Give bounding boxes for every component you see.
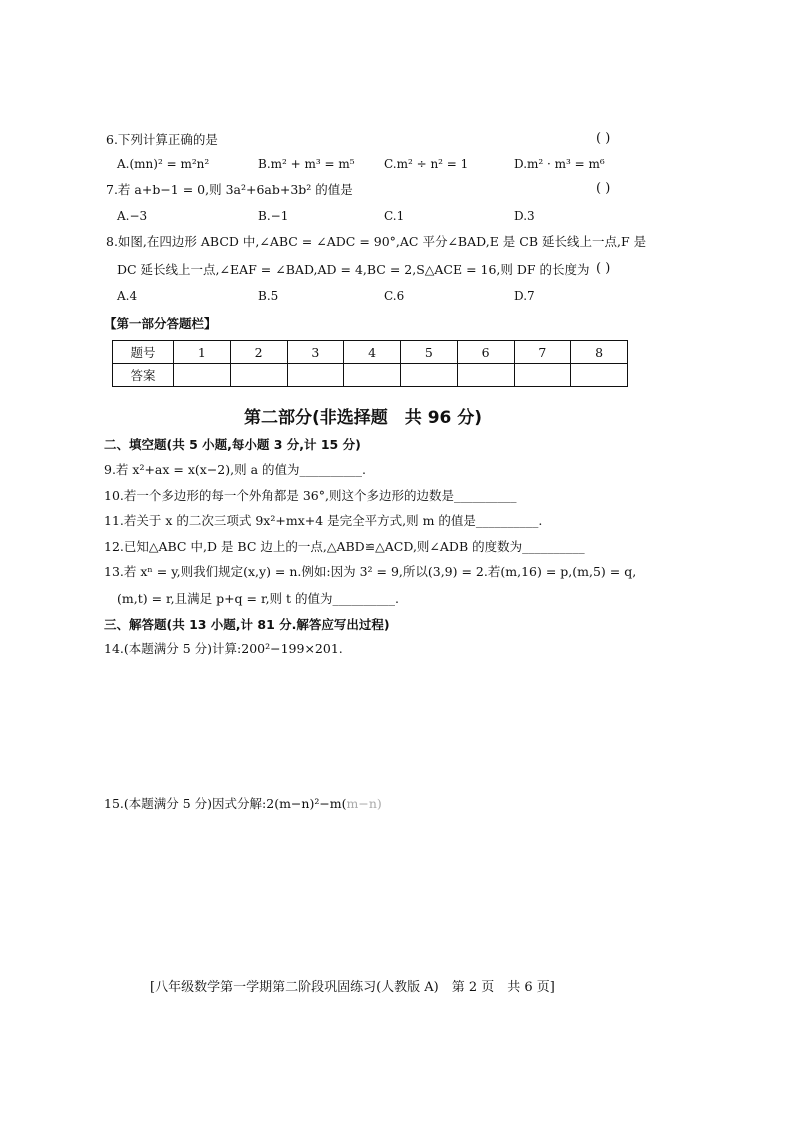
table-row [113,341,628,364]
question-6-stem: 6.下列计算正确的是 [106,132,218,147]
question-number-cell: 5 [401,341,458,364]
answer-cell[interactable] [230,364,287,387]
question-10: 10.若一个多边形的每一个外角都是 36°,则这个多边形的边数是__________ [104,488,517,503]
option-d: D.3 [514,209,535,223]
answer-sheet-title: 【第一部分答题栏】 [104,316,217,331]
question-12: 12.已知△ABC 中,D 是 BC 边上的一点,△ABD≌△ACD,则∠ADB 的度数为__________ [104,539,585,554]
question-13-line2: (m,t) = r,且满足 p+q = r,则 t 的值为__________. [117,591,399,606]
answer-cell[interactable] [514,364,571,387]
question-number-cell: 4 [344,341,401,364]
question-15-text: 15.(本题满分 5 分)因式分解:2(m−n)²−m( [104,796,347,811]
question-14: 14.(本题满分 5 分)计算:200²−199×201. [104,641,343,656]
option-c: C.m² ÷ n² = 1 [384,157,469,171]
answer-cell[interactable] [457,364,514,387]
question-number-cell: 6 [457,341,514,364]
answer-cell[interactable] [344,364,401,387]
fill-heading: 二、填空题(共 5 小题,每小题 3 分,计 15 分) [104,437,361,452]
option-d: D.7 [514,289,535,303]
answer-bracket: ( ) [596,131,611,146]
question-number-cell: 1 [174,341,231,364]
answer-bracket: ( ) [596,261,611,276]
option-b: B.m² + m³ = m⁵ [258,157,355,171]
option-a: A.−3 [117,209,148,223]
question-8-stem-line2: DC 延长线上一点,∠EAF = ∠BAD,AD = 4,BC = 2,S△ACE = 16,则 DF 的长度为 [117,262,590,277]
part2-title: 第二部分(非选择题 共 96 分) [244,408,483,428]
table-row [113,364,628,387]
question-11: 11.若关于 x 的二次三项式 9x²+mx+4 是完全平方式,则 m 的值是__________. [104,513,543,528]
question-number-cell: 8 [571,341,628,364]
option-a: A.(mn)² = m²n² [117,157,210,171]
question-15 [104,795,382,813]
answer-cell[interactable] [401,364,458,387]
table-header-cell: 题号 [113,341,174,364]
question-8-stem-line1: 8.如图,在四边形 ABCD 中,∠ABC = ∠ADC = 90°,AC 平分∠BAD,E 是 CB 延长线上一点,F 是 [106,234,647,249]
option-c: C.6 [384,289,405,303]
option-b: B.5 [258,289,279,303]
option-b: B.−1 [258,209,289,223]
question-7-stem: 7.若 a+b−1 = 0,则 3a²+6ab+3b² 的值是 [106,182,353,197]
answer-bracket: ( ) [596,181,611,196]
answer-cell[interactable] [571,364,628,387]
table-header-cell: 答案 [113,364,174,387]
option-a: A.4 [117,289,138,303]
question-number-cell: 3 [287,341,344,364]
answer-cell[interactable] [174,364,231,387]
solve-heading: 三、解答题(共 13 小题,计 81 分.解答应写出过程) [104,617,390,632]
answer-table [112,340,628,387]
option-d: D.m² · m³ = m⁶ [514,157,605,171]
question-15-faded-text: m−n) [346,796,382,811]
question-9: 9.若 x²+ax = x(x−2),则 a 的值为__________. [104,462,366,477]
question-number-cell: 7 [514,341,571,364]
page-footer: [八年级数学第一学期第二阶段巩固练习(人教版 A) 第 2 页 共 6 页] [150,980,555,995]
option-c: C.1 [384,209,405,223]
answer-cell[interactable] [287,364,344,387]
question-number-cell: 2 [230,341,287,364]
question-13-line1: 13.若 xⁿ = y,则我们规定(x,y) = n.例如:因为 3² = 9,所以(3,9) = 2.若(m,16) = p,(m,5) = q, [104,564,637,579]
